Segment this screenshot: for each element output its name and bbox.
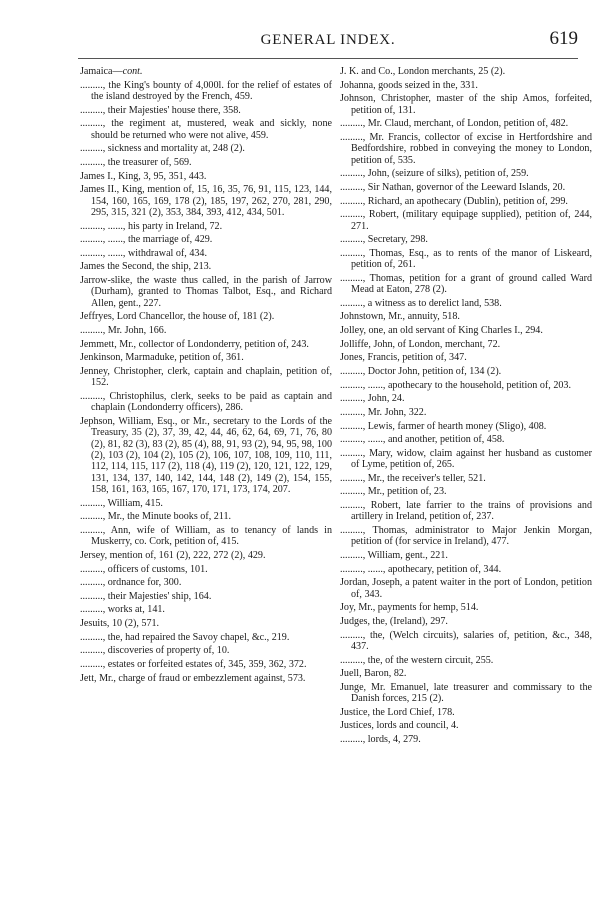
index-entry: Jordan, Joseph, a patent waiter in the port of London, petition of, 343.: [340, 577, 592, 600]
index-entry: ........., ordnance for, 300.: [80, 577, 182, 589]
index-entry: ........., ......, his party in Ireland, 72.: [80, 220, 223, 232]
index-entry: Juell, Baron, 82.: [340, 668, 407, 680]
index-entry: ........., William, 415.: [80, 497, 163, 509]
index-entry: ........., sickness and mortality at, 248 (2).: [80, 143, 245, 155]
index-entry: Justices, lords and council, 4.: [340, 720, 459, 732]
index-entry: ........., Mr., the receiver's teller, 521.: [340, 472, 486, 484]
index-entry: Jemmett, Mr., collector of Londonderry, petition of, 243.: [80, 338, 309, 350]
index-entry: ........., Ann, wife of William, as to tenancy of lands in Muskerry, co. Cork, petition of, 415.: [80, 524, 332, 548]
index-entry: ........., Mary, widow, claim against her husband as customer of Lyme, petition of, 265.: [340, 447, 592, 471]
index-entry: ........., Mr. Claud, merchant, of London, petition of, 482.: [340, 118, 569, 130]
index-entry: ........., ......, the marriage of, 429.: [80, 234, 213, 246]
index-entry: ........., Richard, an apothecary (Dublin), petition of, 299.: [340, 195, 568, 207]
index-entry: Jephson, William, Esq., or Mr., secretary to the Lords of the Treasury, 35 (2), 37, 39, 42, 44, 46, 62, 64, 69, 71, 76, 80 (2), 81, 82 (3), 83 (2), 85 (4), 88, 91, 93 (2), 94, 95, 98, 100 (2), 103 (2), 104 (2), 105 (2), 106, 107, 108, 109, 110, 111, 112, 114, 115, 117 (2), 118 (4), 119 (2), 120, 121, 122, 129, 131, 134, 137, 140, 142, 144, 148 (2), 149 (2), 154, 155, 158, 161, 163, 165, 167, 170, 171, 173, 174, 207.: [80, 415, 332, 495]
index-entry: ........., Sir Nathan, governor of the Leeward Islands, 20.: [340, 181, 566, 193]
index-entry: Justice, the Lord Chief, 178.: [340, 706, 455, 718]
index-entry: ........., William, gent., 221.: [340, 550, 448, 562]
index-entry: Jolley, one, an old servant of King Charles I., 294.: [340, 325, 543, 337]
index-entry: Johnson, Christopher, master of the ship Amos, forfeited, petition of, 131.: [340, 93, 592, 116]
index-entry: Johanna, goods seized in the, 331.: [340, 79, 478, 91]
index-entry: Junge, Mr. Emanuel, late treasurer and commissary to the Danish forces, 215 (2).: [340, 681, 592, 705]
index-entry: ........., the King's bounty of 4,000l. for the relief of estates of the island destroyed by the French, 459.: [80, 79, 332, 102]
index-entry: ........., Christophilus, clerk, seeks to be paid as captain and chaplain (Londonderry officers), 286.: [80, 390, 332, 414]
index-entry: ........., lords, 4, 279.: [340, 734, 421, 746]
index-entry: Jolliffe, John, of London, merchant, 72.: [340, 338, 501, 350]
index-entry: ........., Lewis, farmer of hearth money (Sligo), 408.: [340, 420, 547, 432]
index-entry: Jett, Mr., charge of fraud or embezzlement against, 573.: [80, 672, 306, 684]
index-entry: Jenney, Christopher, clerk, captain and chaplain, petition of, 152.: [80, 365, 332, 389]
index-entry: ........., ......, apothecary, petition of, 344.: [340, 563, 502, 575]
index-entry: James II., King, mention of, 15, 16, 35, 76, 91, 115, 123, 144, 154, 160, 165, 169, 178 (2), 185, 197, 262, 270, 281, 290, 295, 315, 321 (2), 353, 384, 393, 412, 434, 501.: [80, 184, 332, 218]
index-entry: ........., their Majesties' ship, 164.: [80, 590, 212, 602]
running-head: GENERAL INDEX.: [260, 32, 396, 48]
index-entry: ........., the regiment at, mustered, weak and sickly, none should be returned who were not alive, 459.: [80, 118, 332, 141]
page-header: [78, 28, 578, 58]
index-entry: Joy, Mr., payments for hemp, 514.: [340, 602, 479, 614]
index-entry: ........., Thomas, petition for a grant of ground called Ward Mead at Eaton, 278 (2).: [340, 272, 592, 296]
index-entry: ........., Doctor John, petition of, 134 (2).: [340, 365, 502, 377]
index-entry: Johnstown, Mr., annuity, 518.: [340, 311, 460, 323]
index-entry: ........., ......, apothecary to the household, petition of, 203.: [340, 379, 571, 391]
left-column: [80, 66, 332, 686]
index-entry: ........., ......, and another, petition of, 458.: [340, 434, 505, 446]
index-entry: Judges, the, (Ireland), 297.: [340, 615, 448, 627]
index-entry: ........., their Majesties' house there, 358.: [80, 104, 241, 116]
index-entry: ........., discoveries of property of, 10.: [80, 645, 230, 657]
index-entry: ........., a witness as to derelict land, 538.: [340, 297, 502, 309]
index-entry: Jones, Francis, petition of, 347.: [340, 352, 467, 364]
index-entry: ........., ......, withdrawal of, 434.: [80, 247, 207, 259]
index-entry: ........., estates or forfeited estates of, 345, 359, 362, 372.: [80, 659, 307, 671]
index-entry: ........., the, of the western circuit, 255.: [340, 654, 494, 666]
index-entry: Jamaica—cont.: [80, 66, 143, 77]
index-entry: ........., Mr., the Minute books of, 211.: [80, 511, 232, 523]
right-column: [340, 66, 592, 748]
index-entry: James I., King, 3, 95, 351, 443.: [80, 170, 207, 182]
index-entry: ........., Thomas, administrator to Major Jenkin Morgan, petition of (for service in Ireland), 477.: [340, 525, 592, 548]
index-entry: Jeffryes, Lord Chancellor, the house of, 181 (2).: [80, 311, 275, 323]
index-entry: ........., the, had repaired the Savoy chapel, &c., 219.: [80, 631, 290, 643]
index-entry: Jesuits, 10 (2), 571.: [80, 618, 160, 630]
index-entry: ........., Robert, late farrier to the trains of provisions and artillery in Ireland, petition of, 237.: [340, 500, 592, 523]
index-entry: ........., the, (Welch circuits), salaries of, petition, &c., 348, 437.: [340, 629, 592, 652]
index-entry: ........., works at, 141.: [80, 604, 165, 616]
index-entry: ........., the treasurer of, 569.: [80, 156, 192, 168]
index-entry: Jersey, mention of, 161 (2), 222, 272 (2), 429.: [80, 549, 266, 561]
index-entry: ........., officers of customs, 101.: [80, 563, 208, 575]
index-entry: ........., John, 24.: [340, 393, 405, 405]
index-entry: ........., Mr., petition of, 23.: [340, 486, 447, 498]
index-entry: Jarrow-slike, the waste thus called, in the parish of Jarrow (Durham), granted to Thomas Talbot, Esq., and Richard Allen, gent., 227.: [80, 275, 332, 309]
index-entry: James the Second, the ship, 213.: [80, 261, 212, 273]
header-rule: [78, 58, 578, 59]
index-entry: ........., Mr. Francis, collector of excise in Hertfordshire and Bedfordshire, robbed in conveying the money to London, petition of, 535.: [340, 131, 592, 166]
index-entry: ........., Mr. John, 166.: [80, 325, 167, 337]
index-entry: ........., Thomas, Esq., as to rents of the manor of Liskeard, petition of, 261.: [340, 247, 592, 271]
index-entry: ........., Secretary, 298.: [340, 234, 428, 246]
index-entry: ........., John, (seizure of silks), petition of, 259.: [340, 168, 529, 180]
index-entry: J. K. and Co., London merchants, 25 (2).: [340, 66, 506, 77]
index-entry: ........., Robert, (military equipage supplied), petition of, 244, 271.: [340, 209, 592, 232]
index-entry: ........., Mr. John, 322.: [340, 406, 427, 418]
index-entry: Jenkinson, Marmaduke, petition of, 361.: [80, 352, 244, 364]
page-number: 619: [549, 28, 578, 49]
